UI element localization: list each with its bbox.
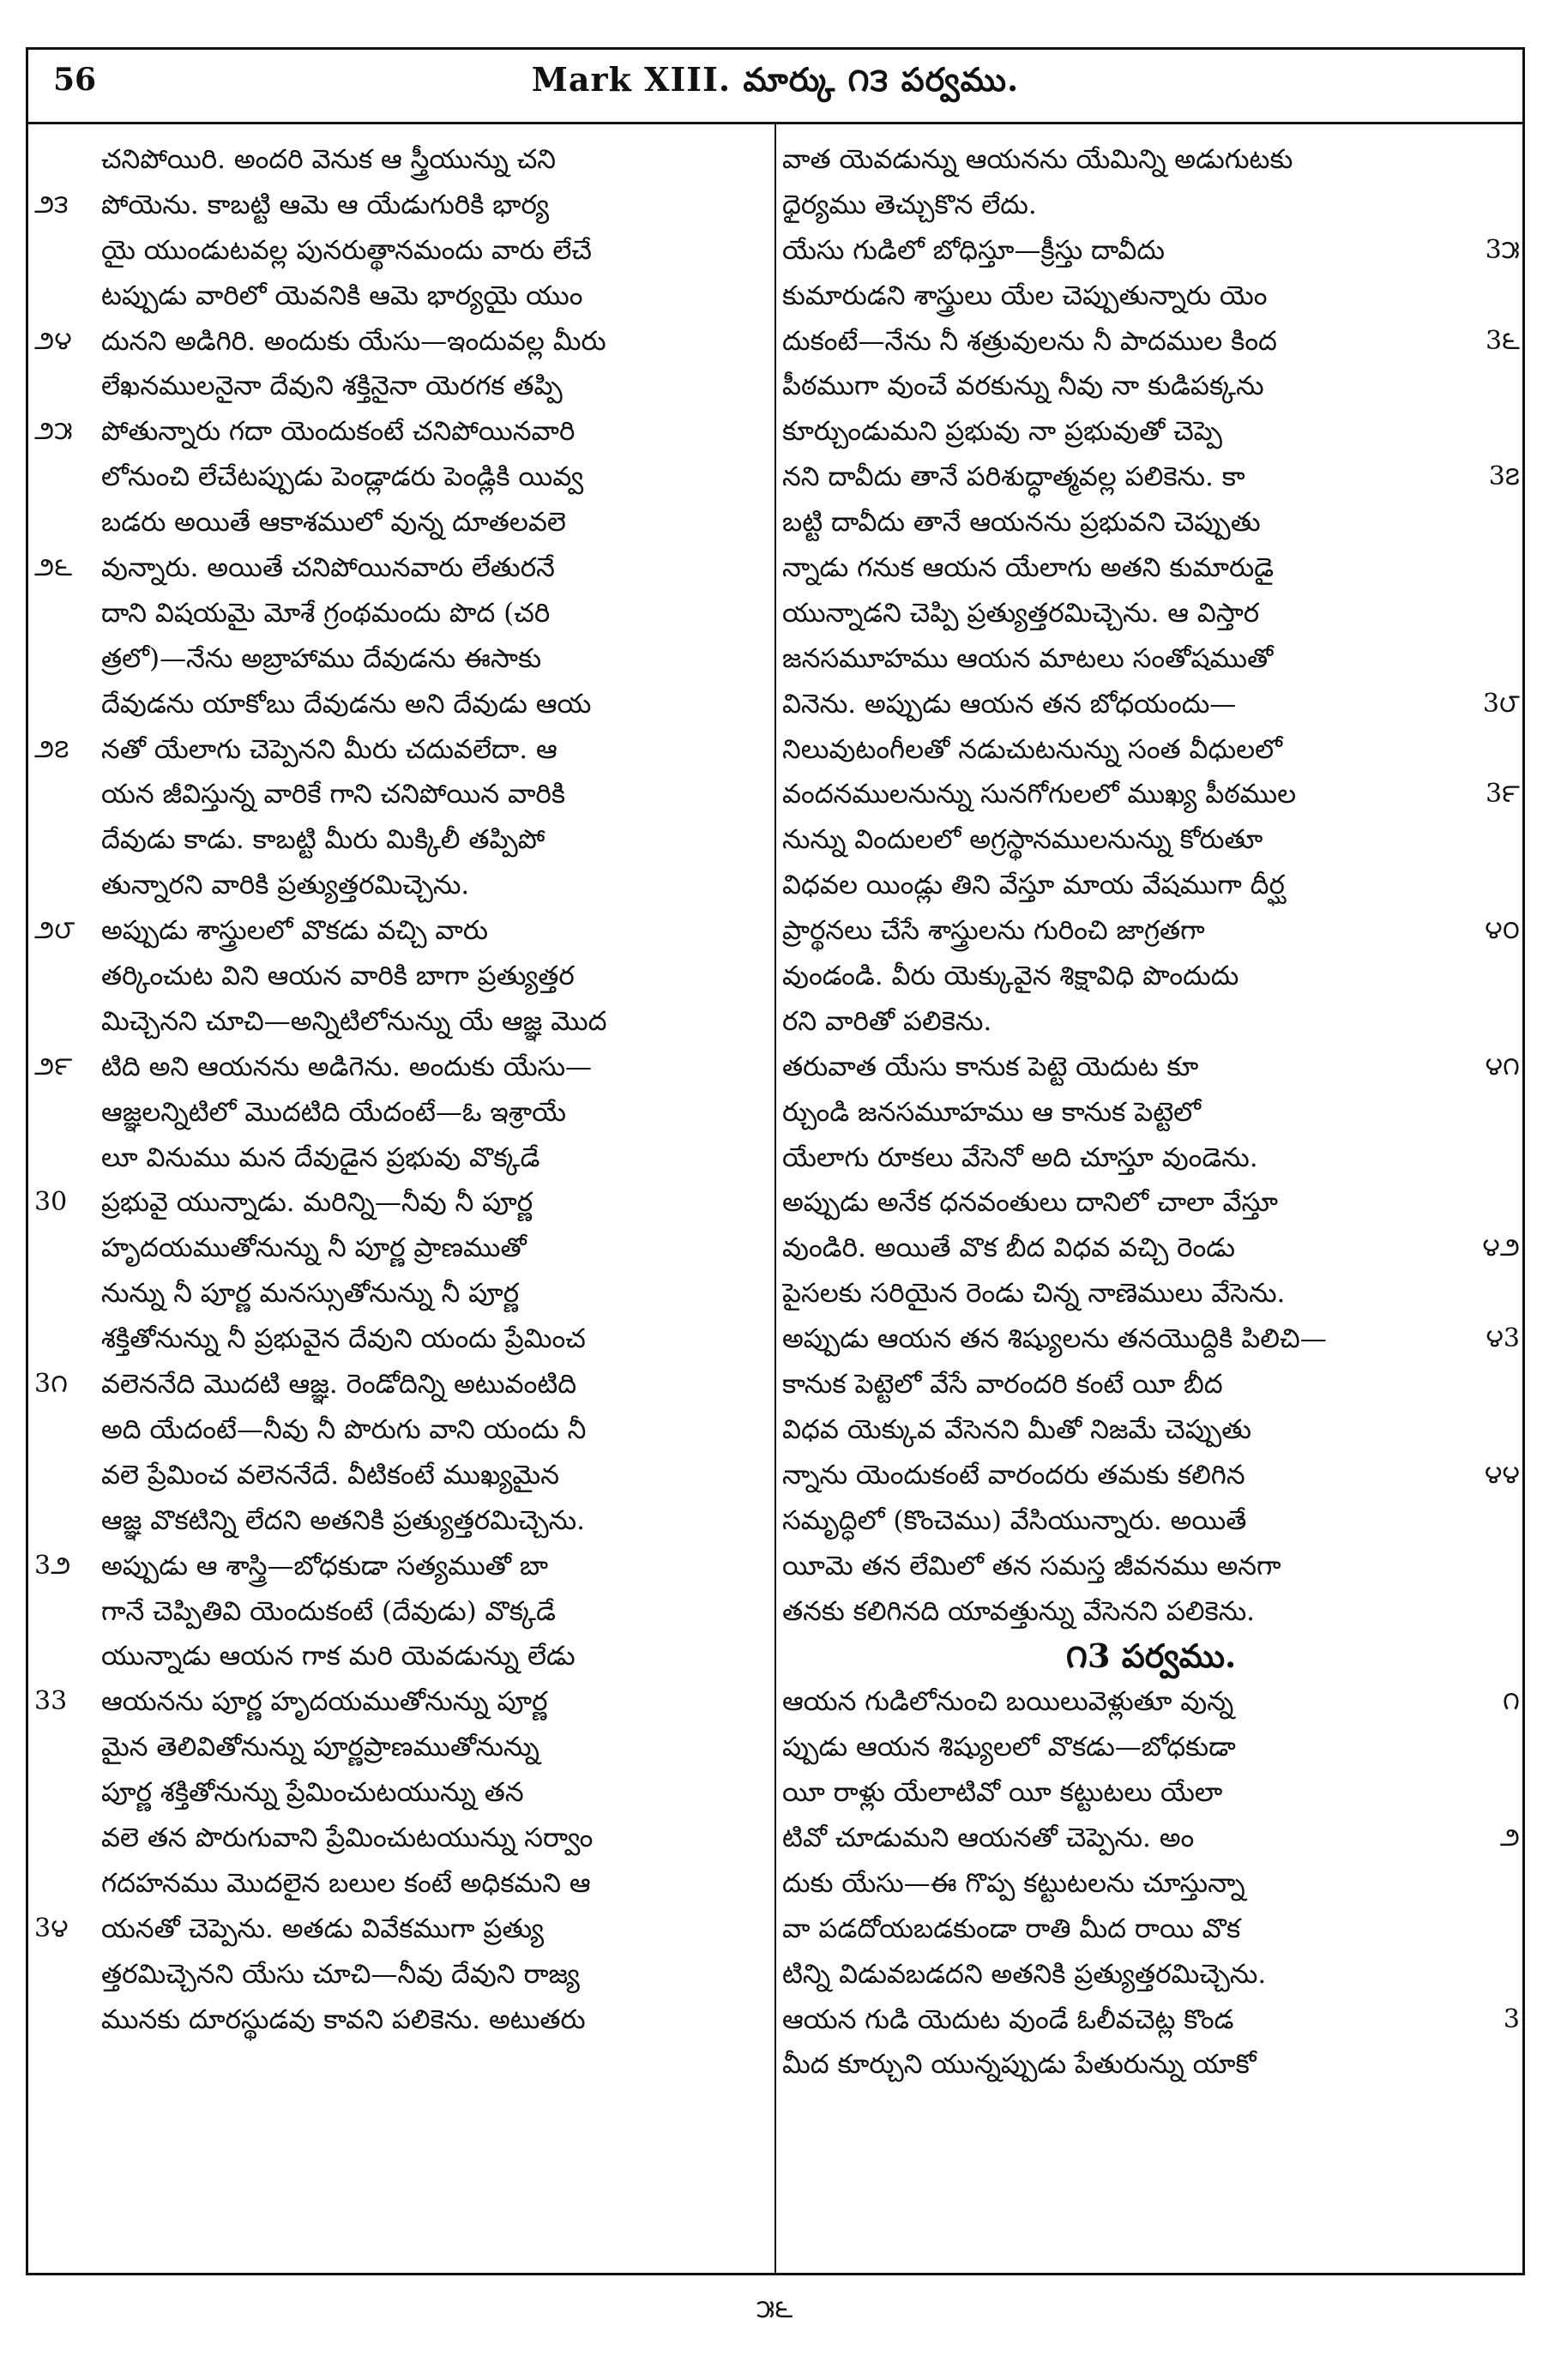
text-line: [782, 636, 1520, 682]
text-line: [782, 228, 1520, 274]
verse-number: ౪౨: [1482, 1232, 1520, 1263]
text-line: [782, 1090, 1520, 1136]
line-text: అప్పుడు ఆయన తన శిష్యులను తనయొద్దికి పిలిచి—: [782, 1323, 1327, 1355]
text-line: [34, 1679, 765, 1725]
text-line: [782, 1453, 1520, 1498]
verse-number: 3౨: [34, 1550, 71, 1581]
line-text: ప్రార్థనలు చేసే శాస్త్రులను గురించి జాగ్రతగా: [782, 915, 1205, 947]
text-line: [782, 1770, 1520, 1816]
line-text: ప్పుడు ఆయన శిష్యులలో వొకడు—బోధకుడా: [782, 1732, 1236, 1763]
text-line: [782, 727, 1520, 773]
text-line: [782, 1952, 1520, 1997]
text-line: [782, 1226, 1520, 1271]
line-text: వినెను. అప్పుడు ఆయన తన బోధయందు—: [782, 688, 1237, 720]
right-column: [782, 137, 1520, 2256]
verse-number: 33: [34, 1686, 68, 1717]
line-text: మీద కూర్చుని యున్నప్పుడు పేతురున్ను యాకో: [782, 2049, 1257, 2081]
verse-number: ౨౪: [34, 325, 72, 356]
text-line: [782, 591, 1520, 636]
text-line: [34, 1498, 765, 1544]
page-number: 56: [53, 62, 97, 98]
verse-number: 3: [1503, 2003, 1520, 2034]
line-text: ప్రభువై యున్నాడు. మరిన్ని—నీవు నీ పూర్ణ: [101, 1187, 533, 1219]
line-text: హృదయముతోనున్ను నీ పూర్ణ ప్రాణముతో: [101, 1232, 527, 1264]
text-line: [34, 908, 765, 954]
chapter-heading: ౧3 పర్వము.: [1065, 1636, 1237, 1676]
verse-number: 3౪: [34, 1913, 69, 1943]
text-line: [782, 137, 1520, 183]
line-text: దాని విషయమై మోశే గ్రంథమందు పొద (చరి: [101, 597, 551, 629]
text-line: [782, 908, 1520, 954]
line-text: నిలువుటంగీలతో నడుచుటనున్ను సంత వీధులలో: [782, 733, 1283, 765]
line-text: వుండండి. వీరు యెక్కువైన శిక్షావిధి పొందుదు: [782, 961, 1239, 992]
text-line: [34, 1453, 765, 1498]
text-line: [782, 1861, 1520, 1907]
text-line: [34, 636, 765, 682]
verse-number: 3౫: [1485, 234, 1520, 265]
verse-number: ౪౦: [1485, 915, 1520, 946]
verse-number: 3౭: [1488, 461, 1520, 492]
line-text: వుండిరి. అయితే వొక బీద విధవ వచ్చి రెండు: [782, 1232, 1235, 1264]
line-text: మిచ్చెనని చూచి—అన్నిటిలోనున్ను యే ఆజ్ఞ మొద: [101, 1005, 607, 1037]
line-text: ఆజ్ఞలన్నిటిలో మొదటిది యేదంటే—ఓ ఇశ్రాయే: [101, 1096, 566, 1128]
verse-number: 3౮: [1482, 688, 1520, 719]
line-text: పీఠముగా వుంచే వరకున్ను నీవు నా కుడిపక్కను: [782, 371, 1264, 402]
line-text: శక్తితోనున్ను నీ ప్రభువైన దేవుని యందు ప్రేమించ: [101, 1323, 586, 1355]
text-line: [34, 1090, 765, 1136]
line-text: టివో చూడుమని ఆయనతో చెప్పెను. అం: [782, 1822, 1195, 1853]
line-text: పైసలకు సరియైన రెండు చిన్న నాణెములు వేసెను.: [782, 1278, 1286, 1310]
line-text: రని వారితో పలికెను.: [782, 1005, 992, 1037]
line-text: చనిపోయిరి. అందరి వెనుక ఆ స్త్రీయున్ను చని: [101, 144, 557, 175]
text-line: [34, 364, 765, 409]
right-column-mark-12: [782, 137, 1520, 1634]
line-text: నని దావీదు తానే పరిశుద్ధాత్మవల్ల పలికెను. కా: [782, 461, 1245, 493]
line-text: కూర్చుండుమని ప్రభువు నా ప్రభువుతో చెప్పె: [782, 416, 1222, 448]
text-line: [34, 999, 765, 1045]
line-text: యై యుండుటవల్ల పునరుత్థానమందు వారు లేచే: [101, 234, 592, 266]
text-line: [34, 1271, 765, 1317]
text-line: [34, 1317, 765, 1362]
text-line: [34, 545, 765, 591]
line-text: విధవల యిండ్లు తిని వేస్తూ మాయ వేషముగా దీర్ఘ: [782, 870, 1285, 901]
text-line: [782, 863, 1520, 908]
line-text: పోతున్నారు గదా యెందుకంటే చనిపోయినవారి: [101, 416, 576, 448]
verse-number: ౧: [1503, 1686, 1520, 1717]
line-text: యేసు గుడిలో బోధిస్తూ—క్రీస్తు దావీదు: [782, 234, 1165, 266]
line-text: నున్ను నీ పూర్ణ మనస్సుతోనున్ను నీ పూర్ణ: [101, 1278, 520, 1310]
text-line: [34, 1634, 765, 1679]
text-line: [34, 1816, 765, 1861]
text-line: [34, 274, 765, 319]
verse-number: 3౬: [1485, 325, 1520, 356]
line-text: న్నాను యెందుకంటే వారందరు తమకు కలిగిన: [782, 1459, 1245, 1491]
line-text: దునని అడిగిరి. అందుకు యేసు—ఇందువల్ల మీరు: [101, 325, 606, 357]
text-line: [782, 1679, 1520, 1725]
line-text: త్రలో)—నేను అబ్రాహాము దేవుడను ఈసాకు: [101, 642, 542, 674]
verse-number: ౨౩: [34, 189, 69, 220]
text-line: [34, 500, 765, 545]
line-text: దేవుడు కాడు. కాబట్టి మీరు మిక్కిలీ తప్పిపో: [101, 824, 545, 856]
line-text: వందనములనున్ను సునగోగులలో ముఖ్య పీఠముల: [782, 779, 1297, 810]
text-line: [34, 863, 765, 908]
line-text: తరువాత యేసు కానుక పెట్టె యెదుట కూ: [782, 1051, 1199, 1082]
text-line: [34, 1407, 765, 1453]
text-line: [782, 1544, 1520, 1589]
text-line: [782, 1816, 1520, 1861]
running-header: [29, 51, 1522, 122]
text-line: [782, 1045, 1520, 1090]
text-line: [34, 319, 765, 365]
text-line: [34, 183, 765, 228]
line-text: కుమారుడని శాస్త్రులు యేల చెప్పుతున్నారు యెం: [782, 280, 1268, 311]
verse-number: 3౯: [1485, 779, 1520, 810]
right-column-mark-13: [782, 1679, 1520, 2088]
line-text: యనతో చెప్పెను. అతడు వివేకముగా ప్రత్యు: [101, 1913, 545, 1944]
verse-number: ౨౭: [34, 733, 69, 764]
text-line: [34, 1997, 765, 2043]
line-text: తనకు కలిగినది యావత్తున్ను వేసెనని పలికెను.: [782, 1595, 1256, 1627]
text-line: [782, 1997, 1520, 2043]
text-line: [34, 591, 765, 636]
verse-number: ౪౪: [1484, 1459, 1520, 1490]
line-text: నతో యేలాగు చెప్పెనని మీరు చదువలేదా. ఆ: [101, 733, 558, 765]
line-text: పూర్ణ శక్తితోనున్ను ప్రేమించుటయున్ను తన: [101, 1777, 524, 1809]
text-line: [34, 1544, 765, 1589]
text-line: [782, 817, 1520, 863]
verse-number: ౪౧: [1485, 1051, 1520, 1082]
text-line: [782, 1725, 1520, 1770]
line-text: యున్నాడని చెప్పి ప్రత్యుత్తరమిచ్చెను. ఆ విస్తార: [782, 597, 1260, 629]
line-text: టప్పుడు వారిలో యెవనికి ఆమె భార్యయై యుం: [101, 280, 583, 311]
line-text: దేవుడను యాకోబు దేవుడను అని దేవుడు ఆయ: [101, 688, 592, 720]
verse-number: 30: [34, 1187, 68, 1218]
text-line: [782, 1407, 1520, 1453]
text-line: [782, 409, 1520, 455]
line-text: వలెననేది మొదటి ఆజ్ఞ. రెండోదిన్ని అటువంటిది: [101, 1369, 577, 1401]
line-text: న్నాడు గనుక ఆయన యేలాగు అతని కుమారుడై: [782, 552, 1275, 584]
line-text: యీ రాళ్లు యేలాటివో యీ కట్టుటలు యేలా: [782, 1777, 1223, 1809]
line-text: ర్చుండి జనసమూహము ఆ కానుక పెట్టెలో: [782, 1096, 1202, 1128]
line-text: బడరు అయితే ఆకాశములో వున్న దూతలవలె: [101, 507, 566, 539]
line-text: పోయెను. కాబట్టి ఆమె ఆ యేడుగురికి భార్య: [101, 189, 550, 220]
line-text: వా పడదోయబడకుండా రాతి మీద రాయి వొక: [782, 1913, 1241, 1944]
text-line: [34, 1770, 765, 1816]
line-text: యీమె తన లేమిలో తన సమస్త జీవనము అనగా: [782, 1550, 1281, 1582]
text-line: [34, 1136, 765, 1181]
line-text: లోనుంచి లేచేటప్పుడు పెండ్లాడరు పెండ్లికి యివ్వ: [101, 461, 584, 493]
text-line: [782, 1271, 1520, 1317]
verse-number: ౪3: [1486, 1323, 1520, 1354]
text-line: [34, 1725, 765, 1770]
verse-number: ౨౮: [34, 915, 75, 946]
line-text: యున్నాడు ఆయన గాక మరి యెవడున్ను లేడు: [101, 1641, 576, 1672]
line-text: జనసమూహము ఆయన మాటలు సంతోషముతో: [782, 642, 1274, 674]
line-text: మునకు దూరస్థుడవు కావని పలికెను. అటుతరు: [101, 2003, 586, 2035]
line-text: గానే చెప్పితివి యెందుకంటే (దేవుడు) వొక్కడే: [101, 1595, 556, 1627]
line-text: ఆయన గుడిలోనుంచి బయిలువెళ్లుతూ వున్న: [782, 1686, 1234, 1718]
line-text: ఆజ్ఞ వొకటిన్ని లేదని అతనికి ప్రత్యుత్తరమిచ్చెను.: [101, 1504, 585, 1536]
text-line: [782, 500, 1520, 545]
line-text: సమృద్ధిలో (కొంచెము) వేసియున్నారు. అయితే: [782, 1504, 1247, 1536]
line-text: అప్పుడు శాస్త్రులలో వొకడు వచ్చి వారు: [101, 915, 489, 947]
text-line: [34, 727, 765, 773]
line-text: బట్టి దావీదు తానే ఆయనను ప్రభువని చెప్పుతు: [782, 507, 1261, 539]
verse-number: ౨౯: [34, 1051, 73, 1082]
text-line: [782, 1907, 1520, 1952]
text-line: [34, 228, 765, 274]
verse-number: ౨: [1499, 1822, 1520, 1853]
line-text: టిన్ని విడువబడదని అతనికి ప్రత్యుత్తరమిచ్చెను.: [782, 1958, 1267, 1990]
text-line: [782, 772, 1520, 817]
line-text: ఆయన గుడి యెదుట వుండే ఓలీవచెట్ల కొండ: [782, 2003, 1234, 2035]
text-line: [782, 183, 1520, 228]
line-text: వాత యెవడున్ను ఆయనను యేమిన్ని అడుగుటకు: [782, 144, 1293, 175]
text-line: [782, 1362, 1520, 1407]
line-text: గదహనము మొదలైన బలుల కంటే అధికమని ఆ: [101, 1867, 591, 1899]
text-line: [34, 1226, 765, 1271]
text-line: [782, 1498, 1520, 1544]
text-line: [782, 954, 1520, 999]
line-text: ఆయనను పూర్ణ హృదయముతోనున్ను పూర్ణ: [101, 1686, 548, 1718]
text-line: [34, 1589, 765, 1635]
line-text: త్తరమిచ్చెనని యేసు చూచి—నీవు దేవుని రాజ్య: [101, 1958, 580, 1990]
running-title: Mark XIII. మార్కు ౧౩ పర్వము.: [531, 60, 1020, 99]
line-text: టిది అని ఆయనను అడిగెను. అందుకు యేసు—: [101, 1051, 593, 1082]
text-line: [782, 364, 1520, 409]
column-divider: [774, 124, 776, 2275]
text-line: [34, 1952, 765, 1997]
text-line: [782, 545, 1520, 591]
verse-number: ౨౫: [34, 416, 73, 447]
line-text: కానుక పెట్టెలో వేసే వారందరి కంటే యీ బీద: [782, 1369, 1223, 1401]
text-line: [34, 1362, 765, 1407]
line-text: మైన తెలివితోనున్ను పూర్ణప్రాణముతోనున్ను: [101, 1732, 539, 1763]
text-line: [34, 1180, 765, 1226]
line-text: ధైర్యము తెచ్చుకొన లేదు.: [782, 189, 1037, 220]
text-line: [782, 1317, 1520, 1362]
line-text: దుకు యేసు—ఈ గొప్ప కట్టుటలను చూస్తున్నా: [782, 1867, 1245, 1899]
text-line: [782, 999, 1520, 1045]
line-text: నున్ను విందులలో అగ్రస్థానములనున్ను కోరుతూ: [782, 824, 1263, 856]
text-line: [34, 1861, 765, 1907]
text-line: [34, 409, 765, 455]
text-line: [34, 772, 765, 817]
line-text: తర్కించుట విని ఆయన వారికి బాగా ప్రత్యుత్తర: [101, 961, 575, 992]
text-line: [782, 455, 1520, 500]
left-column: [34, 137, 765, 2256]
line-text: దుకంటే—నేను నీ శత్రువులను నీ పాదముల కింద: [782, 325, 1277, 357]
line-text: అది యేదంటే—నీవు నీ పొరుగు వాని యందు నీ: [101, 1413, 587, 1445]
line-text: అప్పుడు అనేక ధనవంతులు దానిలో చాలా వేస్తూ: [782, 1187, 1279, 1219]
line-text: అప్పుడు ఆ శాస్త్రి—బోధకుడా సత్యముతో బా: [101, 1550, 549, 1582]
printer-signature: ౫౬: [756, 2294, 793, 2324]
line-text: విధవ యెక్కువ వేసెనని మీతో నిజమే చెప్పుతు: [782, 1413, 1252, 1445]
text-line: [782, 1136, 1520, 1181]
text-line: [782, 1589, 1520, 1635]
text-line: [34, 954, 765, 999]
text-line: [34, 682, 765, 727]
text-line: [782, 274, 1520, 319]
text-line: [782, 682, 1520, 727]
text-line: [34, 137, 765, 183]
text-line: [34, 455, 765, 500]
text-line: [782, 1180, 1520, 1226]
text-line: [34, 1907, 765, 1952]
line-text: యేలాగు రూకలు వేసెనో అది చూస్తూ వుండెను.: [782, 1142, 1258, 1173]
line-text: లేఖనములనైనా దేవుని శక్తినైనా యెరగక తప్పి: [101, 371, 563, 402]
text-line: [34, 1045, 765, 1090]
line-text: యన జీవిస్తున్న వారికే గాని చనిపోయిన వారికి: [101, 779, 566, 810]
text-line: [782, 319, 1520, 365]
line-text: లూ వినుము మన దేవుడైన ప్రభువు వొక్కడే: [101, 1142, 540, 1173]
line-text: వున్నారు. అయితే చనిపోయినవారు లేతురనే: [101, 552, 555, 584]
verse-number: 3౧: [34, 1369, 69, 1400]
line-text: తున్నారని వారికి ప్రత్యుత్తరమిచ్చెను.: [101, 870, 470, 901]
text-line: [782, 2042, 1520, 2088]
line-text: వలె ప్రేమించ వలెననేదే. వీటికంటే ముఖ్యమైన: [101, 1459, 559, 1491]
text-line: [34, 817, 765, 863]
verse-number: ౨౬: [34, 552, 73, 583]
line-text: వలె తన పొరుగువాని ప్రేమించుటయున్ను సర్వాం: [101, 1822, 594, 1853]
